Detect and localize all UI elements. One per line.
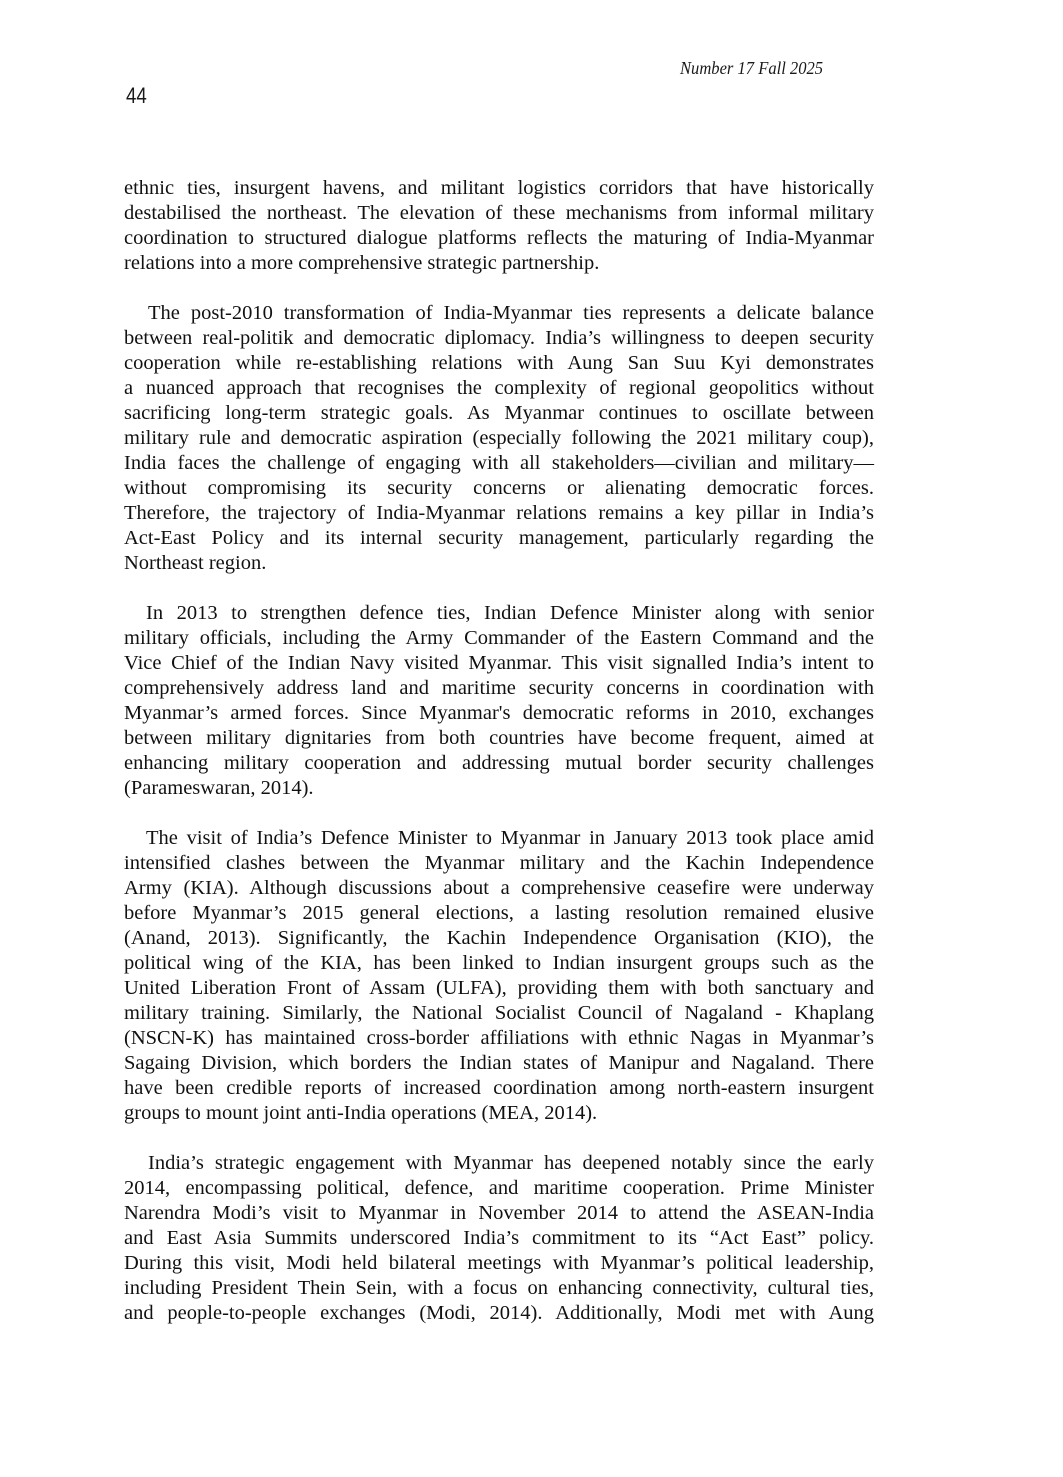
text-line: political wing of the KIA, has been linked to Indian insurgent groups such as the [124, 952, 874, 974]
text-line: The visit of India’s Defence Minister to Myanmar in January 2013 took place amid [146, 827, 874, 849]
text-line: between military dignitaries from both countries have become frequent, aimed at [124, 727, 874, 749]
text-line: India faces the challenge of engaging with all stakeholders—civilian and military— [124, 452, 874, 474]
journal-issue-header: Number 17 Fall 2025 [680, 58, 824, 78]
text-line: ethnic ties, insurgent havens, and militant logistics corridors that have historically [124, 177, 874, 199]
text-line: military training. Similarly, the National Socialist Council of Nagaland - Khaplang [124, 1002, 874, 1024]
text-line: and people-to-people exchanges (Modi, 2014). Additionally, Modi met with Aung [124, 1302, 874, 1324]
page-number: 44 [126, 83, 147, 108]
text-line: Army (KIA). Although discussions about a comprehensive ceasefire were underway [124, 877, 874, 899]
paragraph-2013-defence-ties [124, 601, 874, 801]
paragraph-post-2010-transformation [124, 301, 874, 576]
text-line: and East Asia Summits underscored India’s commitment to its “Act East” policy. [124, 1227, 874, 1249]
text-line: Narendra Modi’s visit to Myanmar in November 2014 to attend the ASEAN-India [124, 1202, 874, 1224]
text-line: Act-East Policy and its internal security management, particularly regarding the [124, 527, 874, 549]
text-line: India’s strategic engagement with Myanmar has deepened notably since the early [148, 1152, 874, 1174]
text-line: relations into a more comprehensive strategic partnership. [124, 252, 600, 274]
body-text [124, 176, 874, 1351]
text-line: Vice Chief of the Indian Navy visited Myanmar. This visit signalled India’s intent to [124, 652, 874, 674]
text-line: comprehensively address land and maritime security concerns in coordination with [124, 677, 874, 699]
text-line: military officials, including the Army Commander of the Eastern Command and the [124, 627, 874, 649]
text-line: Therefore, the trajectory of India-Myanmar relations remains a key pillar in India’s [124, 502, 874, 524]
text-line: between real-politik and democratic diplomacy. India’s willingness to deepen security [124, 327, 874, 349]
text-line: military rule and democratic aspiration (especially following the 2021 military coup), [124, 427, 874, 449]
text-line: In 2013 to strengthen defence ties, Indian Defence Minister along with senior [146, 602, 874, 624]
text-line: cooperation while re-establishing relations with Aung San Suu Kyi demonstrates [124, 352, 874, 374]
text-line: (Parameswaran, 2014). [124, 777, 314, 799]
text-line: The post-2010 transformation of India-Myanmar ties represents a delicate balance [148, 302, 874, 324]
text-line: 2014, encompassing political, defence, and maritime cooperation. Prime Minister [124, 1177, 874, 1199]
text-line: During this visit, Modi held bilateral meetings with Myanmar’s political leadership, [124, 1252, 874, 1274]
text-line: destabilised the northeast. The elevation of these mechanisms from informal military [124, 202, 874, 224]
text-line: (NSCN-K) has maintained cross-border affiliations with ethnic Nagas in Myanmar’s [124, 1027, 874, 1049]
text-line: without compromising its security concerns or alienating democratic forces. [124, 477, 874, 499]
text-line: before Myanmar’s 2015 general elections, a lasting resolution remained elusive [124, 902, 874, 924]
text-line: Northeast region. [124, 552, 267, 574]
paragraph-defence-minister-visit [124, 826, 874, 1126]
text-line: have been credible reports of increased coordination among north-eastern insurgent [124, 1077, 874, 1099]
text-line: enhancing military cooperation and addressing mutual border security challenges [124, 752, 874, 774]
text-line: (Anand, 2013). Significantly, the Kachin Independence Organisation (KIO), the [124, 927, 874, 949]
text-line: a nuanced approach that recognises the complexity of regional geopolitics without [124, 377, 874, 399]
text-line: coordination to structured dialogue platforms reflects the maturing of India-Myanmar [124, 227, 874, 249]
text-line: Sagaing Division, which borders the Indian states of Manipur and Nagaland. There [124, 1052, 874, 1074]
paragraph-continuation [124, 176, 874, 276]
text-line: Myanmar’s armed forces. Since Myanmar's democratic reforms in 2010, exchanges [124, 702, 874, 724]
text-line: intensified clashes between the Myanmar military and the Kachin Independence [124, 852, 874, 874]
text-line: groups to mount joint anti-India operations (MEA, 2014). [124, 1102, 598, 1124]
paragraph-strategic-engagement [124, 1151, 874, 1326]
text-line: sacrificing long-term strategic goals. As Myanmar continues to oscillate between [124, 402, 874, 424]
text-line: including President Thein Sein, with a focus on enhancing connectivity, cultural ties, [124, 1277, 874, 1299]
text-line: United Liberation Front of Assam (ULFA), providing them with both sanctuary and [124, 977, 874, 999]
